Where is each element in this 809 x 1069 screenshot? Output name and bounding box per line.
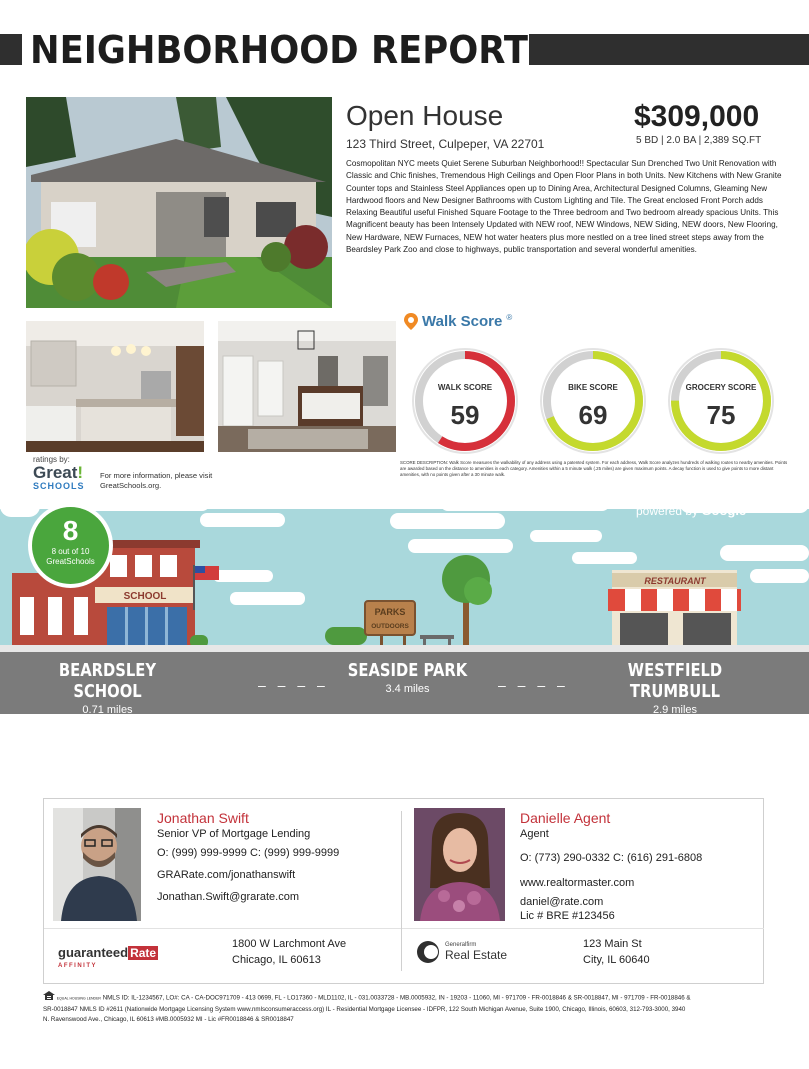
place-park <box>330 660 485 695</box>
agent-title: Agent <box>520 828 549 840</box>
bike-score-gauge <box>537 345 649 457</box>
school-rating-sub1: 8 out of 10 <box>51 547 90 556</box>
grocery-score-gauge <box>665 345 777 457</box>
guaranteed-rate-logo <box>58 944 158 969</box>
listing-address: 123 Third Street, Culpeper, VA 22701 <box>346 137 545 151</box>
parks-sign: PARKS <box>374 607 406 617</box>
listing-price: $309,000 <box>634 100 760 133</box>
agent-email[interactable]: daniel@rate.com <box>520 896 604 908</box>
agent-name: Danielle Agent <box>520 810 611 826</box>
walkscore-pin-icon <box>404 313 418 330</box>
agent-address-line1: 123 Main St <box>583 938 642 950</box>
bike-score-value: 69 <box>578 400 608 430</box>
grocery-score-value: 75 <box>706 400 736 430</box>
place-name: WESTFIELD TRUMBULL <box>627 660 723 702</box>
equal-housing-icon <box>43 991 55 1005</box>
place-name: SEASIDE PARK <box>347 660 468 681</box>
powered-by-label: powered by <box>636 504 699 518</box>
walk-score-gauge <box>409 345 521 457</box>
greatschools-logo-excl: ! <box>77 463 84 482</box>
walkscore-logo: Walk Score ® <box>404 313 512 330</box>
road-dashes: – – – – <box>498 677 569 693</box>
house-photo <box>26 97 332 308</box>
place-restaurant <box>580 660 770 716</box>
card-divider-vertical <box>401 811 402 971</box>
generalfirm-small: Generalfirm <box>445 942 477 948</box>
school-sign: SCHOOL <box>123 591 167 602</box>
lender-avatar <box>53 808 141 921</box>
disclaimer-text: NMLS ID: IL-1234567, LO#: CA - CA-DOC971709 - 413 0699, FL - LO17360 - MLD1102, IL - 031.0033728 - MB.0005932, IN - 19203 - 11060, MI - 971709 - FR-0018846 & SR-0018847, MI - 971709 - FR-0018846 & SR-0018847 NMLS ID #2611 (Nationwide Mortgage Licensing System www.nmlsconsumeraccess.org) IL - Residential Mortgage Licensee - IDFPR, 122 South Michigan Avenue, Suite 1900, Chicago, Illinois, 60603, 312-793-3000, 3940 N. Ravenswood Ave., Chicago, IL 60613 #MB.0005932 MI - Lic #FR0018846 & SR0018847 <box>43 994 691 1024</box>
greatschools-info <box>100 471 212 491</box>
powered-by-google <box>636 503 746 518</box>
lender-address-line1: 1800 W Larchmont Ave <box>232 938 347 950</box>
page-title: NEIGHBORHOOD REPORT <box>30 28 528 72</box>
agent-license: Lic # BRE #123456 <box>520 910 615 922</box>
walkscore-brand: Walk Score <box>422 313 503 330</box>
generalfirm-logo <box>416 940 507 964</box>
generalfirm-circle-icon <box>416 940 440 964</box>
agent-avatar <box>414 808 505 921</box>
restaurant-sign: RESTAURANT <box>644 576 706 586</box>
greatschools-info-line1: For more information, please visit <box>100 471 213 480</box>
ratings-by-label: ratings by: <box>33 455 70 464</box>
lender-phones: O: (999) 999-9999 C: (999) 999-9999 <box>157 847 340 859</box>
google-logo: Google <box>701 503 747 518</box>
greatschools-logo-great: Great <box>33 463 78 482</box>
header-bar-left <box>0 34 22 65</box>
school-rating-sub2: GreatSchools <box>46 557 95 566</box>
agent-address-line2: City, IL 60640 <box>583 954 650 966</box>
agent-website[interactable]: www.realtormaster.com <box>520 877 635 889</box>
walk-score-value: 59 <box>450 400 480 430</box>
lender-name: Jonathan Swift <box>157 810 249 826</box>
lender-address-line2: Chicago, IL 60613 <box>232 954 321 966</box>
road-dashes: – – – – <box>258 677 329 693</box>
generalfirm-big: Real Estate <box>445 948 508 962</box>
logo-text-rate: Rate <box>130 946 157 960</box>
greatschools-logo <box>33 464 85 491</box>
logo-text-affinity: AFFINITY <box>58 963 97 969</box>
bike-score-label: BIKE SCORE <box>568 383 618 392</box>
place-distance: 0.71 miles <box>82 704 133 716</box>
header-bar-right <box>529 34 809 65</box>
grocery-score-label: GROCERY SCORE <box>685 383 757 392</box>
kitchen-photo <box>26 321 204 452</box>
school-rating-badge <box>28 503 113 588</box>
card-divider-horizontal <box>44 928 764 929</box>
school-rating-value: 8 <box>62 515 79 546</box>
listing-description: Cosmopolitan NYC meets Quiet Serene Suburban Neighborhood!! Spectacular Sun Drenched Two Unit Renovation with Classic and Chic finishes, Tremendous High Ceilings and Open Floor Plans in both Units. New Kitchens with New Granite Counter tops and Stainless Steel Appliances open up to Dining Area, Architectural Designed Columns, Gleaming New Hardwood floors and New Designer Bathrooms with Custom Lighting and Tile. The Great enclosed Front Porch adds Relaxing Beautiful useful Finished Square Footage to the Three bedroom and Two bedroom already spacious Units. This Magnificent beauty has been Intensely Updated with NEW roof, NEW Windows, NEW Siding, NEW doors, New Flooring, New Hardware, NEW Furnaces, NEW hot water heaters plus more nestled on a tree lined street steps away from the Beardsley Park Zoo and close to highways, public transportation and several wonderful amenities. <box>346 159 782 255</box>
disclaimer <box>43 991 693 1026</box>
walkscore-description: SCORE DESCRIPTION: Walk Score measures the walkability of any address using a patented system. For each address, Walk Score analyzes hundreds of walking routes to nearby amenities. Points are awarded based on the distance to amenities in each category. Amenities within a 5 minute walk (.25 miles) are given maximum points. A decay function is used to give points to more distant amenities, with no points given after a 30 minute walk. <box>400 460 788 477</box>
lender-title: Senior VP of Mortgage Lending <box>157 828 311 840</box>
place-name: BEARDSLEY SCHOOL <box>58 660 157 702</box>
listing-title: Open House <box>346 100 504 131</box>
place-distance: 2.9 miles <box>652 704 698 716</box>
neighborhood-scene <box>0 495 809 655</box>
outdoors-sign: OUTDOORS <box>371 623 409 630</box>
listing-specs: 5 BD | 2.0 BA | 2,389 SQ.FT <box>636 135 762 146</box>
greatschools-info-line2: GreatSchools.org. <box>100 481 162 490</box>
place-distance: 3.4 miles <box>385 683 430 695</box>
agent-phones: O: (773) 290-0332 C: (616) 291-6808 <box>520 852 703 864</box>
logo-text-guaranteed: guaranteed <box>58 945 129 960</box>
walk-score-label: WALK SCORE <box>437 383 493 392</box>
lender-email[interactable]: Jonathan.Swift@grarate.com <box>157 891 300 903</box>
bedroom-photo <box>218 321 396 452</box>
greatschools-logo-schools: SCHOOLS <box>33 481 85 491</box>
equal-housing-label: EQUAL HOUSING LENDER <box>56 996 101 1001</box>
lender-website[interactable]: GRARate.com/jonathanswift <box>157 869 296 881</box>
place-school <box>20 660 195 716</box>
